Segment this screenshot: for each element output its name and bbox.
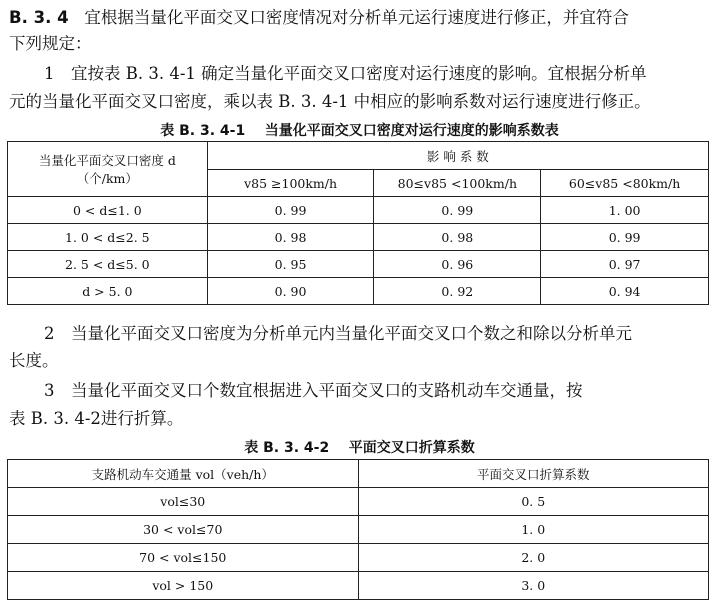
table-row — [8, 516, 709, 544]
section-text-2: 下列规定： — [9, 34, 92, 53]
table1-value-cell: 0. 95 — [207, 251, 374, 278]
table1-col0-header: 当量化平面交叉口密度 d （个/km） — [8, 142, 208, 197]
table2-range-cell: vol > 150 — [8, 572, 359, 600]
table1-value-cell: 0. 90 — [207, 278, 374, 305]
table-row — [8, 572, 709, 600]
table-row — [8, 278, 709, 305]
table1-value-cell: 0. 98 — [207, 224, 374, 251]
item3-line2: 表 B. 3. 4-2进行折算。 — [9, 409, 184, 428]
table2-header-1: 支路机动车交通量 vol（veh/h） — [8, 460, 359, 488]
table-row — [8, 488, 709, 516]
table1-subheader-3: 60≤v85 <80km/h — [541, 170, 709, 197]
section-number: B. 3. 4 — [9, 8, 69, 27]
item1-line1: 1 宜按表 B. 3. 4-1 确定当量化平面交叉口密度对运行速度的影响。宜根据分析单 — [44, 64, 647, 83]
item3-line1: 3 当量化平面交叉口个数宜根据进入平面交叉口的支路机动车交通量，按 — [44, 381, 583, 400]
table1-value-cell: 0. 97 — [541, 251, 709, 278]
section-text-1: 宜根据当量化平面交叉口密度情况对分析单元运行速度进行修正，并宜符合 — [84, 8, 629, 27]
table-row — [8, 224, 709, 251]
item2-line2: 长度。 — [9, 351, 59, 370]
item2-line1: 2 当量化平面交叉口密度为分析单元内当量化平面交叉口个数之和除以分析单元 — [44, 324, 632, 343]
table1-value-cell: 0. 99 — [207, 197, 374, 224]
table1-range-cell: d > 5. 0 — [8, 278, 208, 305]
table2-value-cell: 3. 0 — [358, 572, 708, 600]
table1-value-cell: 0. 92 — [374, 278, 541, 305]
table2-value-cell: 1. 0 — [358, 516, 708, 544]
table1 — [7, 141, 709, 305]
table1-caption-number: 表 B. 3. 4-1 — [160, 123, 246, 139]
table2-caption — [0, 437, 719, 457]
table1-range-cell: 1. 0 < d≤2. 5 — [8, 224, 208, 251]
table1-value-cell: 0. 94 — [541, 278, 709, 305]
table2-caption-title: 平面交叉口折算系数 — [348, 440, 475, 456]
table1-group-header: 影 响 系 数 — [207, 142, 708, 170]
table2-range-cell: vol≤30 — [8, 488, 359, 516]
table1-value-cell: 0. 99 — [374, 197, 541, 224]
table-row — [8, 544, 709, 572]
table1-value-cell: 1. 00 — [541, 197, 709, 224]
table-row — [8, 251, 709, 278]
table2-value-cell: 0. 5 — [358, 488, 708, 516]
table1-subheader-2: 80≤v85 <100km/h — [374, 170, 541, 197]
table2-caption-number: 表 B. 3. 4-2 — [244, 440, 330, 456]
table1-caption — [0, 120, 719, 140]
table1-range-cell: 0 < d≤1. 0 — [8, 197, 208, 224]
table1-value-cell: 0. 96 — [374, 251, 541, 278]
item1-line2: 元的当量化平面交叉口密度，乘以表 B. 3. 4-1 中相应的影响系数对运行速度进行修正。 — [9, 92, 651, 111]
table1-value-cell: 0. 98 — [374, 224, 541, 251]
table2-header-2: 平面交叉口折算系数 — [358, 460, 708, 488]
table1-caption-title: 当量化平面交叉口密度对运行速度的影响系数表 — [264, 123, 559, 139]
table2-range-cell: 70 < vol≤150 — [8, 544, 359, 572]
table1-range-cell: 2. 5 < d≤5. 0 — [8, 251, 208, 278]
section-line-1 — [9, 7, 713, 29]
table2-range-cell: 30 < vol≤70 — [8, 516, 359, 544]
table-row — [8, 197, 709, 224]
table1-subheader-1: v85 ≥100km/h — [207, 170, 374, 197]
table2 — [7, 459, 709, 600]
table1-value-cell: 0. 99 — [541, 224, 709, 251]
table2-value-cell: 2. 0 — [358, 544, 708, 572]
